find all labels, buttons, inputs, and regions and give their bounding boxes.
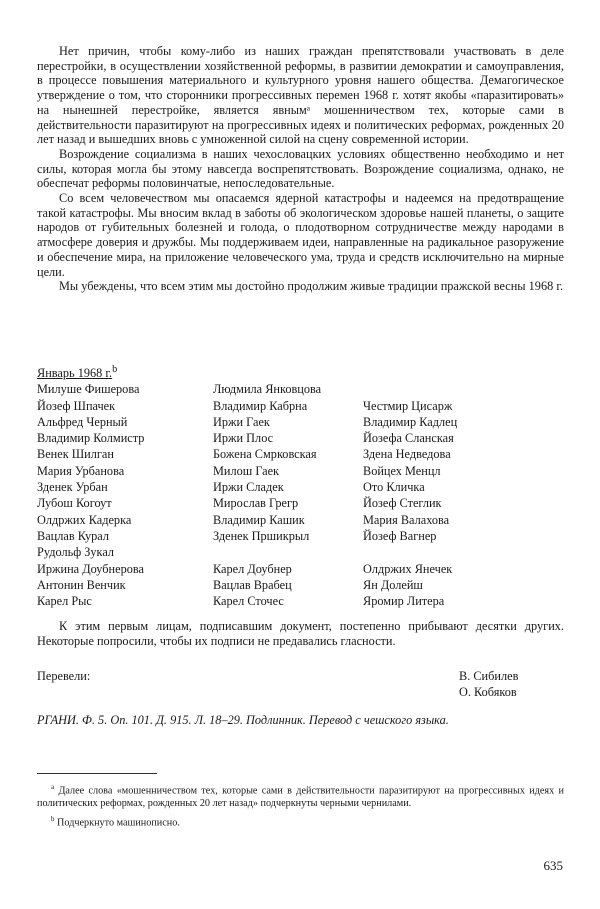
archival-source: РГАНИ. Ф. 5. Оп. 101. Д. 915. Л. 18–29. Подлинник. Перевод с чешского языка.: [37, 713, 449, 727]
footnote: [37, 813, 564, 830]
footnotes: [37, 781, 564, 832]
signatory-name: Лубош Когоут: [37, 496, 112, 511]
signatory-name: Зденек Урбан: [37, 480, 108, 495]
footnote-text: Подчеркнуто машинописно.: [57, 816, 180, 828]
signatory-name: Йозеф Стеглик: [363, 496, 442, 511]
signature-date: Январь 1968 г.: [37, 366, 113, 381]
signatory-name: Иржина Доубнерова: [37, 561, 144, 576]
signatory-name: Зденек Пршикрыл: [213, 528, 310, 543]
translator-name: О. Кобяков: [459, 685, 517, 699]
main-text: [37, 44, 564, 294]
footnote-text: Далее слова «мошенничеством тех, которые сами в действительности паразитируют на прогрессивных идеях и политических реформах, рожденных 20 лет назад» подчеркнуты черными чернилами.: [37, 785, 564, 809]
closing-paragraph: К этим первым лицам, подписавшим документ, постепенно прибывают десятки других. Некоторые попросили, чтобы их подписи не предавались гласности.: [37, 619, 564, 648]
signatory-name: Мирослав Грегр: [213, 496, 299, 511]
translators-label: Перевели:: [37, 669, 91, 683]
signatory-name: Яромир Литера: [363, 594, 445, 609]
signatory-name: Владимир Кабрна: [213, 398, 308, 413]
signatory-name: Ян Долейш: [363, 577, 423, 592]
signatory-name: Здена Недведова: [363, 447, 451, 462]
paragraph: Нет причин, чтобы кому-либо из наших граждан препятствовали участвовать в деле перестройки, в осуществлении хозяйственной реформы, в развитии демократии и самоуправления, в процессе повышения материального и культурного уровня нашего общества. Демагогическое утверждение о том, что сторонники прогрессивных перемен 1968 г. хотят якобы «паразитировать» на нынешней перестройке, является явнымᵃ мошенничеством тех, которые сами в действительности паразитируют на прогрессивных идеях и политических реформах, рожденных 20 лет назад и вышедших вновь с умноженной силой на сцену современной истории.: [37, 44, 564, 147]
signatures-block: [37, 362, 564, 609]
signatory-name: Карел Доубнер: [213, 561, 292, 576]
signatory-name: Иржи Гаек: [213, 414, 270, 429]
signatory-name: Божена Смрковская: [213, 447, 317, 462]
signatory-name: Иржи Сладек: [213, 480, 284, 495]
signatory-name: Карел Рыс: [37, 594, 92, 609]
signatory-name: Вацлав Курал: [37, 528, 109, 543]
signatory-name: Владимир Кадлец: [363, 414, 458, 429]
signatory-name: Войцех Менцл: [363, 463, 441, 478]
signatory-name: Альфред Черный: [37, 414, 128, 429]
signatory-name: Йозефа Сланская: [363, 431, 454, 446]
paragraph: Возрождение социализма в наших чехословацких условиях общественно необходимо и нет силы, которая могла бы этому навсегда воспрепятствовать. Возрождение социализма, однако, не обеспечат реформы половинчатые, непоследовательные.: [37, 146, 564, 191]
signatory-name: Владимир Кашик: [213, 512, 305, 527]
footnote-marker: b: [51, 814, 55, 823]
signatory-name: Олдржих Янечек: [363, 561, 453, 576]
signatory-name: Карел Сточес: [213, 594, 284, 609]
signature-columns: [37, 381, 564, 609]
footnote-divider: [37, 773, 157, 774]
signature-column-3: [363, 381, 543, 609]
translators-names: [459, 668, 564, 700]
paragraph: Со всем человечеством мы опасаемся ядерной катастрофы и надеемся на предотвращение такой катастрофы. Мы вносим вклад в заботы об экологическом здоровье нашей планеты, о защите народов от губительных болезней и голода, о плодотворном сотрудничестве между народами в атмосфере доверия и дружбы. Мы поддерживаем идеи, направленные на радикальное разоружение и обеспечение мира, на приложение человеческого ума, труда и средств исключительно на мирные цели.: [37, 191, 564, 279]
signatory-name: Олдржих Кадерка: [37, 512, 132, 527]
column-gap: [363, 381, 543, 397]
signatory-name: Милуше Фишерова: [37, 382, 140, 397]
signatory-name: Венек Шилган: [37, 447, 114, 462]
footnote-marker: a: [51, 783, 55, 791]
signature-date-line: [37, 362, 564, 381]
page-number: 635: [543, 858, 563, 873]
signatory-name: Иржи Плос: [213, 431, 274, 446]
signatory-name: Честмир Цисарж: [363, 398, 453, 413]
signatory-name: Рудольф Зукал: [37, 545, 115, 560]
signature-column-1: [37, 381, 213, 609]
signatory-name: Владимир Колмистр: [37, 431, 145, 446]
footnote-marker: b: [112, 364, 118, 375]
footnote: [37, 781, 564, 811]
signatory-name: Вацлав Врабец: [213, 577, 292, 592]
signatory-name: Йозеф Вагнер: [363, 528, 437, 543]
signatory-name: Мария Валахова: [363, 512, 450, 527]
column-gap: [213, 544, 363, 560]
signatory-name: Ото Кличка: [363, 480, 425, 495]
translator-name: В. Сибилев: [459, 669, 519, 683]
signatory-name: Йозеф Шпачек: [37, 398, 116, 413]
signatory-name: Антонин Венчик: [37, 577, 126, 592]
paragraph: Мы убеждены, что всем этим мы достойно продолжим живые традиции пражской весны 1968 г.: [59, 279, 564, 294]
signatory-name: Людмила Янковцова: [213, 382, 322, 397]
column-gap: [363, 544, 543, 560]
signature-column-2: [213, 381, 363, 609]
signatory-name: Мария Урбанова: [37, 463, 125, 478]
signatory-name: Милош Гаек: [213, 463, 280, 478]
